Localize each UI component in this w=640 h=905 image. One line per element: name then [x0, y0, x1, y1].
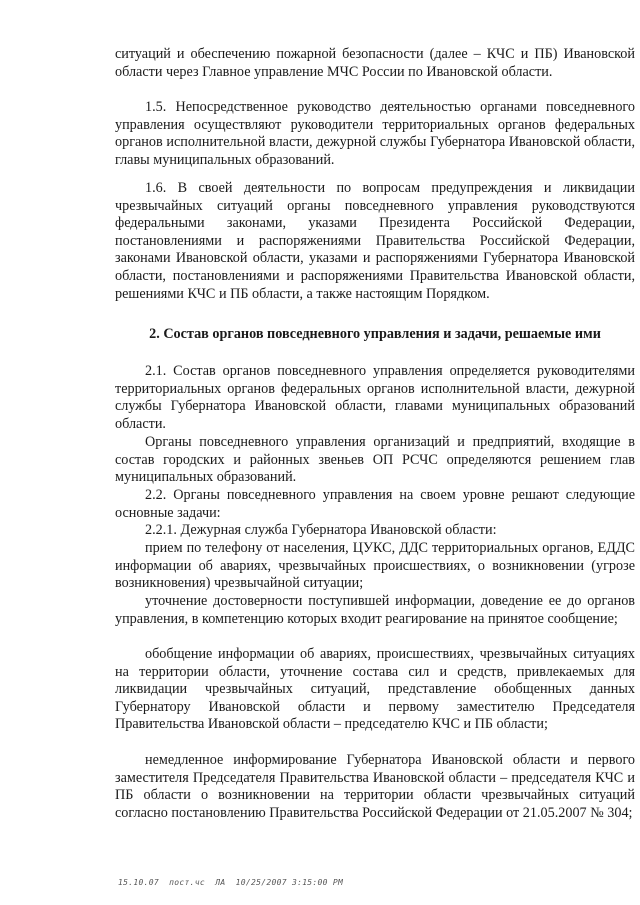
paragraph-organizations: Органы повседневного управления организаций и предприятий, входящие в состав городских и районных звеньев ОП РСЧС определяются решением глав муниципальных образований.	[115, 434, 635, 486]
paragraph-continuation: ситуаций и обеспечению пожарной безопасности (далее – КЧС и ПБ) Ивановской области через Главное управление МЧС России по Ивановской области.	[115, 46, 635, 80]
paragraph-2-2: 2.2. Органы повседневного управления на своем уровне решают следующие основные задачи:	[115, 487, 635, 521]
list-item-reception: прием по телефону от населения, ЦУКС, ДДС территориальных органов, ЕДДС информации об авариях, чрезвычайных происшествиях, о возникновении (угрозе возникновения) чрезвычайной ситуации;	[115, 540, 635, 592]
paragraph-2-1: 2.1. Состав органов повседневного управления определяется руководителями территориальных органов федеральных органов исполнительной власти, дежурной службы Губернатора Ивановской области, главами муниципальных образований области.	[115, 363, 635, 432]
paragraph-1-5: 1.5. Непосредственное руководство деятельностью органами повседневного управления осуществляют руководители территориальных органов федеральных органов исполнительной власти, дежурной службы Губернатора Ивановской области, главы муниципальных образований.	[115, 99, 635, 168]
footer-stamp: 15.10.07 пост.чс ЛА 10/25/2007 3:15:00 PM	[118, 878, 344, 887]
list-item-generalization: обобщение информации об авариях, происшествиях, чрезвычайных ситуациях на территории области, уточнение состава сил и средств, привлекаемых для ликвидации чрезвычайных ситуаций, представление обобщенных данных Губернатору Ивановской области и первому заместителю Председателя Правительства Ивановской области – председателю КЧС и ПБ области;	[115, 646, 635, 733]
paragraph-2-2-1: 2.2.1. Дежурная служба Губернатора Ивановской области:	[145, 522, 497, 538]
list-item-notification: немедленное информирование Губернатора Ивановской области и первого заместителя Председателя Правительства Ивановской области – председателя КЧС и ПБ области о возникновении на территории области чрезвычайных ситуаций согласно постановлению Правительства Российской Федерации от 21.05.2007 № 304;	[115, 752, 635, 821]
section-heading: 2. Состав органов повседневного управления и задачи, решаемые ими	[149, 326, 601, 342]
paragraph-1-6: 1.6. В своей деятельности по вопросам предупреждения и ликвидации чрезвычайных ситуаций органы повседневного управления руководствуются федеральными законами, указами Президента Российской Федерации, постановлениями и распоряжениями Правительства Российской Федерации, законами Ивановской области, указами и распоряжениями Губернатора Ивановской области, постановлениями и распоряжениями Правительства Ивановской области, решениями КЧС и ПБ области, а также настоящим Порядком.	[115, 180, 635, 302]
list-item-verification: уточнение достоверности поступившей информации, доведение ее до органов управления, в компетенцию которых входит реагирование на принятое сообщение;	[115, 593, 635, 627]
